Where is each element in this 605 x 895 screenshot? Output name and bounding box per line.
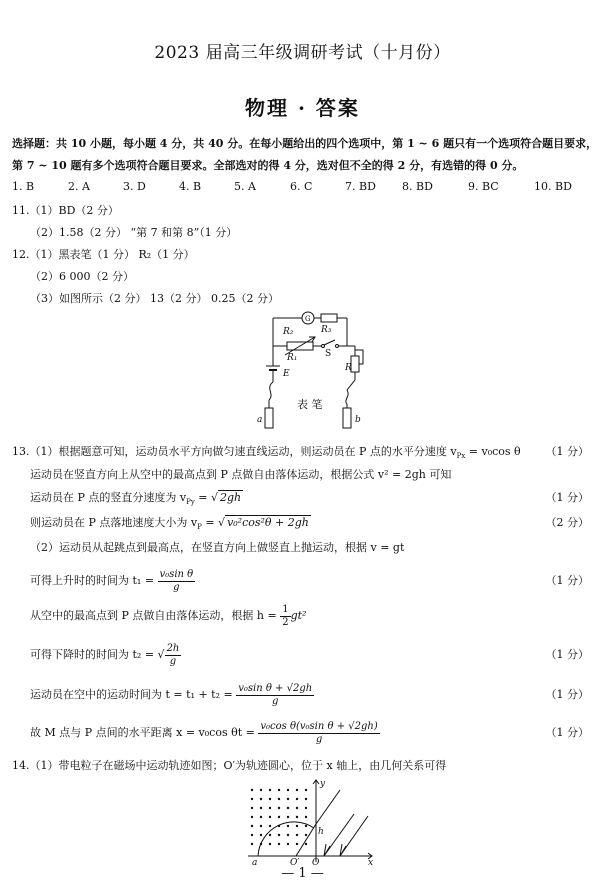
field-dot (287, 789, 289, 791)
answer-item: 8. BD (402, 180, 433, 193)
field-dot (278, 789, 280, 791)
answer-item: 2. A (68, 180, 90, 193)
label-r3: R₃ (321, 325, 332, 335)
field-dot (251, 807, 253, 809)
field-dot (269, 816, 271, 818)
label-r: R (345, 363, 352, 373)
field-dot (260, 798, 262, 800)
label-b: b (355, 415, 361, 425)
field-dot (269, 807, 271, 809)
q11-part1: 11.（1）BD（2 分） (12, 204, 119, 217)
field-dot (296, 798, 298, 800)
field-dot (305, 825, 307, 827)
field-dot (251, 825, 253, 827)
answer-item: 4. B (179, 180, 202, 193)
field-dot (278, 798, 280, 800)
label-probe: 表 笔 (297, 398, 323, 411)
q13-line-5: （2）运动员从起跳点到最高点，在竖直方向上做竖直上抛运动，根据 v = gt (30, 541, 405, 554)
field-dot (260, 807, 262, 809)
field-dot (287, 843, 289, 845)
answer-item: 9. BC (468, 180, 499, 193)
q13-score-8: （1 分） (545, 648, 589, 661)
field-dots (251, 789, 307, 845)
q13-line-6: 可得上升时的时间为 t₁ = $\frac{\text{v₀sin θ}}{g}$ (30, 568, 194, 593)
exam-title: 2023 届高三年级调研考试（十月份） (154, 43, 451, 63)
probe-a-icon (265, 408, 273, 428)
field-dot (305, 834, 307, 836)
label-o-prime: O′ (290, 858, 300, 866)
subject-title: 物理 · 答案 (245, 96, 360, 120)
field-dot (251, 834, 253, 836)
field-dot (296, 843, 298, 845)
field-dot (251, 843, 253, 845)
label-h: h (318, 827, 324, 837)
label-r1: R₁ (287, 353, 298, 363)
field-dot (296, 825, 298, 827)
q13-line-7: 从空中的最高点到 P 点做自由落体运动，根据 h = $\frac{1}{2}$ gt² (30, 603, 307, 628)
field-dot (305, 843, 307, 845)
q12-part1: 12.（1）黑表笔（1 分） R₂（1 分） (12, 248, 195, 261)
q13-line-2: 运动员在竖直方向上从空中的最高点到 P 点做自由落体运动，根据公式 v² = 2gh 可知 (30, 468, 452, 481)
label-s: S (325, 349, 332, 359)
field-dot (287, 807, 289, 809)
label-e: E (283, 369, 290, 379)
q13-line-8: 可得下降时的时间为 t₂ = √ $\frac{2h}{g}$ (30, 642, 180, 667)
field-dot (251, 798, 253, 800)
label-a-point: a (252, 858, 258, 866)
field-dot (269, 798, 271, 800)
answer-item: 7. BD (345, 180, 376, 193)
field-dot (296, 789, 298, 791)
probe-b-icon (343, 408, 351, 428)
choice-answers (12, 180, 597, 196)
intro-line-1: 选择题：共 10 小题，每小题 4 分，共 40 分。在每小题给出的四个选项中，第 1 ~ 6 题只有一个选项符合题目要求， (12, 137, 598, 150)
label-origin: O (312, 858, 320, 866)
field-dot (260, 816, 262, 818)
q13-score-1: （1 分） (545, 445, 589, 458)
q13-line-10: 故 M 点与 P 点间的水平距离 x = v₀cos θt = $\frac{\text{v₀cos θ(v₀sin θ + √2gh)}}{g}$ (30, 720, 378, 745)
field-dot (251, 789, 253, 791)
label-x-axis: x (368, 858, 374, 866)
answer-item: 3. D (123, 180, 146, 193)
q12-part3: （3）如图所示（2 分） 13（2 分） 0.25（2 分） (30, 292, 279, 305)
field-dot (260, 834, 262, 836)
field-dot (269, 843, 271, 845)
field-dot (278, 834, 280, 836)
q11-part2: （2）1.58（2 分） “第 7 和第 8”（1 分） (30, 226, 238, 239)
field-dot (260, 825, 262, 827)
q13-score-4: （2 分） (545, 516, 589, 529)
q12-part2: （2）6 000（2 分） (30, 270, 134, 283)
field-dot (269, 789, 271, 791)
answer-item: 1. B (12, 180, 35, 193)
field-dot (278, 843, 280, 845)
label-y-axis: y (320, 779, 326, 789)
intro-line-2: 第 7 ~ 10 题有多个选项符合题目要求。全部选对的得 4 分，选对但不全的得 2 分，有选错的得 0 分。 (12, 159, 524, 172)
answer-item: 6. C (290, 180, 313, 193)
field-dot (287, 834, 289, 836)
rheostat-icon (351, 356, 359, 372)
field-dot (305, 798, 307, 800)
magnetic-field-figure (244, 776, 378, 866)
field-dot (305, 807, 307, 809)
q13-line-3: 运动员在 P 点的竖直分速度为 $v_{Py}$ = √ 2gh (30, 491, 242, 507)
page-number: — 1 — (281, 866, 324, 881)
answer-item: 5. A (234, 180, 256, 193)
q13-score-6: （1 分） (545, 574, 589, 587)
field-dot (287, 825, 289, 827)
circuit-diagram (255, 308, 375, 438)
q13-score-9: （1 分） (545, 688, 589, 701)
switch-contact-icon (336, 345, 339, 348)
q13-line-9: 运动员在空中的运动时间为 t = t₁ + t₂ = $\frac{\text{v₀sin θ + √2gh}}{g}$ (30, 682, 313, 707)
field-dot (278, 816, 280, 818)
q14-line-1: 14.（1）带电粒子在磁场中运动轨迹如图；O′为轨迹圆心，位于 x 轴上，由几何关系可得 (12, 759, 447, 772)
field-dot (296, 816, 298, 818)
label-a: a (257, 415, 263, 425)
resistor-r3-icon (321, 314, 337, 322)
field-dot (287, 816, 289, 818)
q13-line-1: 13.（1）根据题意可知，运动员水平方向做匀速直线运动，则运动员在 P 点的水平分速度 $v_{Px} = v_0\cos$ θ (12, 445, 521, 461)
q13-line-4: 则运动员在 P 点落地速度大小为 $v_P$ = √ v₀²cos²θ + 2gh (30, 516, 309, 532)
label-g: G (305, 315, 311, 323)
q13-score-10: （1 分） (545, 726, 589, 739)
field-dot (305, 816, 307, 818)
field-dot (296, 807, 298, 809)
field-dot (296, 834, 298, 836)
q13-score-3: （1 分） (545, 491, 589, 504)
field-dot (260, 789, 262, 791)
field-dot (251, 816, 253, 818)
field-dot (269, 825, 271, 827)
label-r2: R₂ (283, 327, 294, 337)
field-dot (287, 798, 289, 800)
field-dot (305, 789, 307, 791)
answer-item: 10. BD (534, 180, 572, 193)
field-dot (278, 807, 280, 809)
field-dot (269, 834, 271, 836)
